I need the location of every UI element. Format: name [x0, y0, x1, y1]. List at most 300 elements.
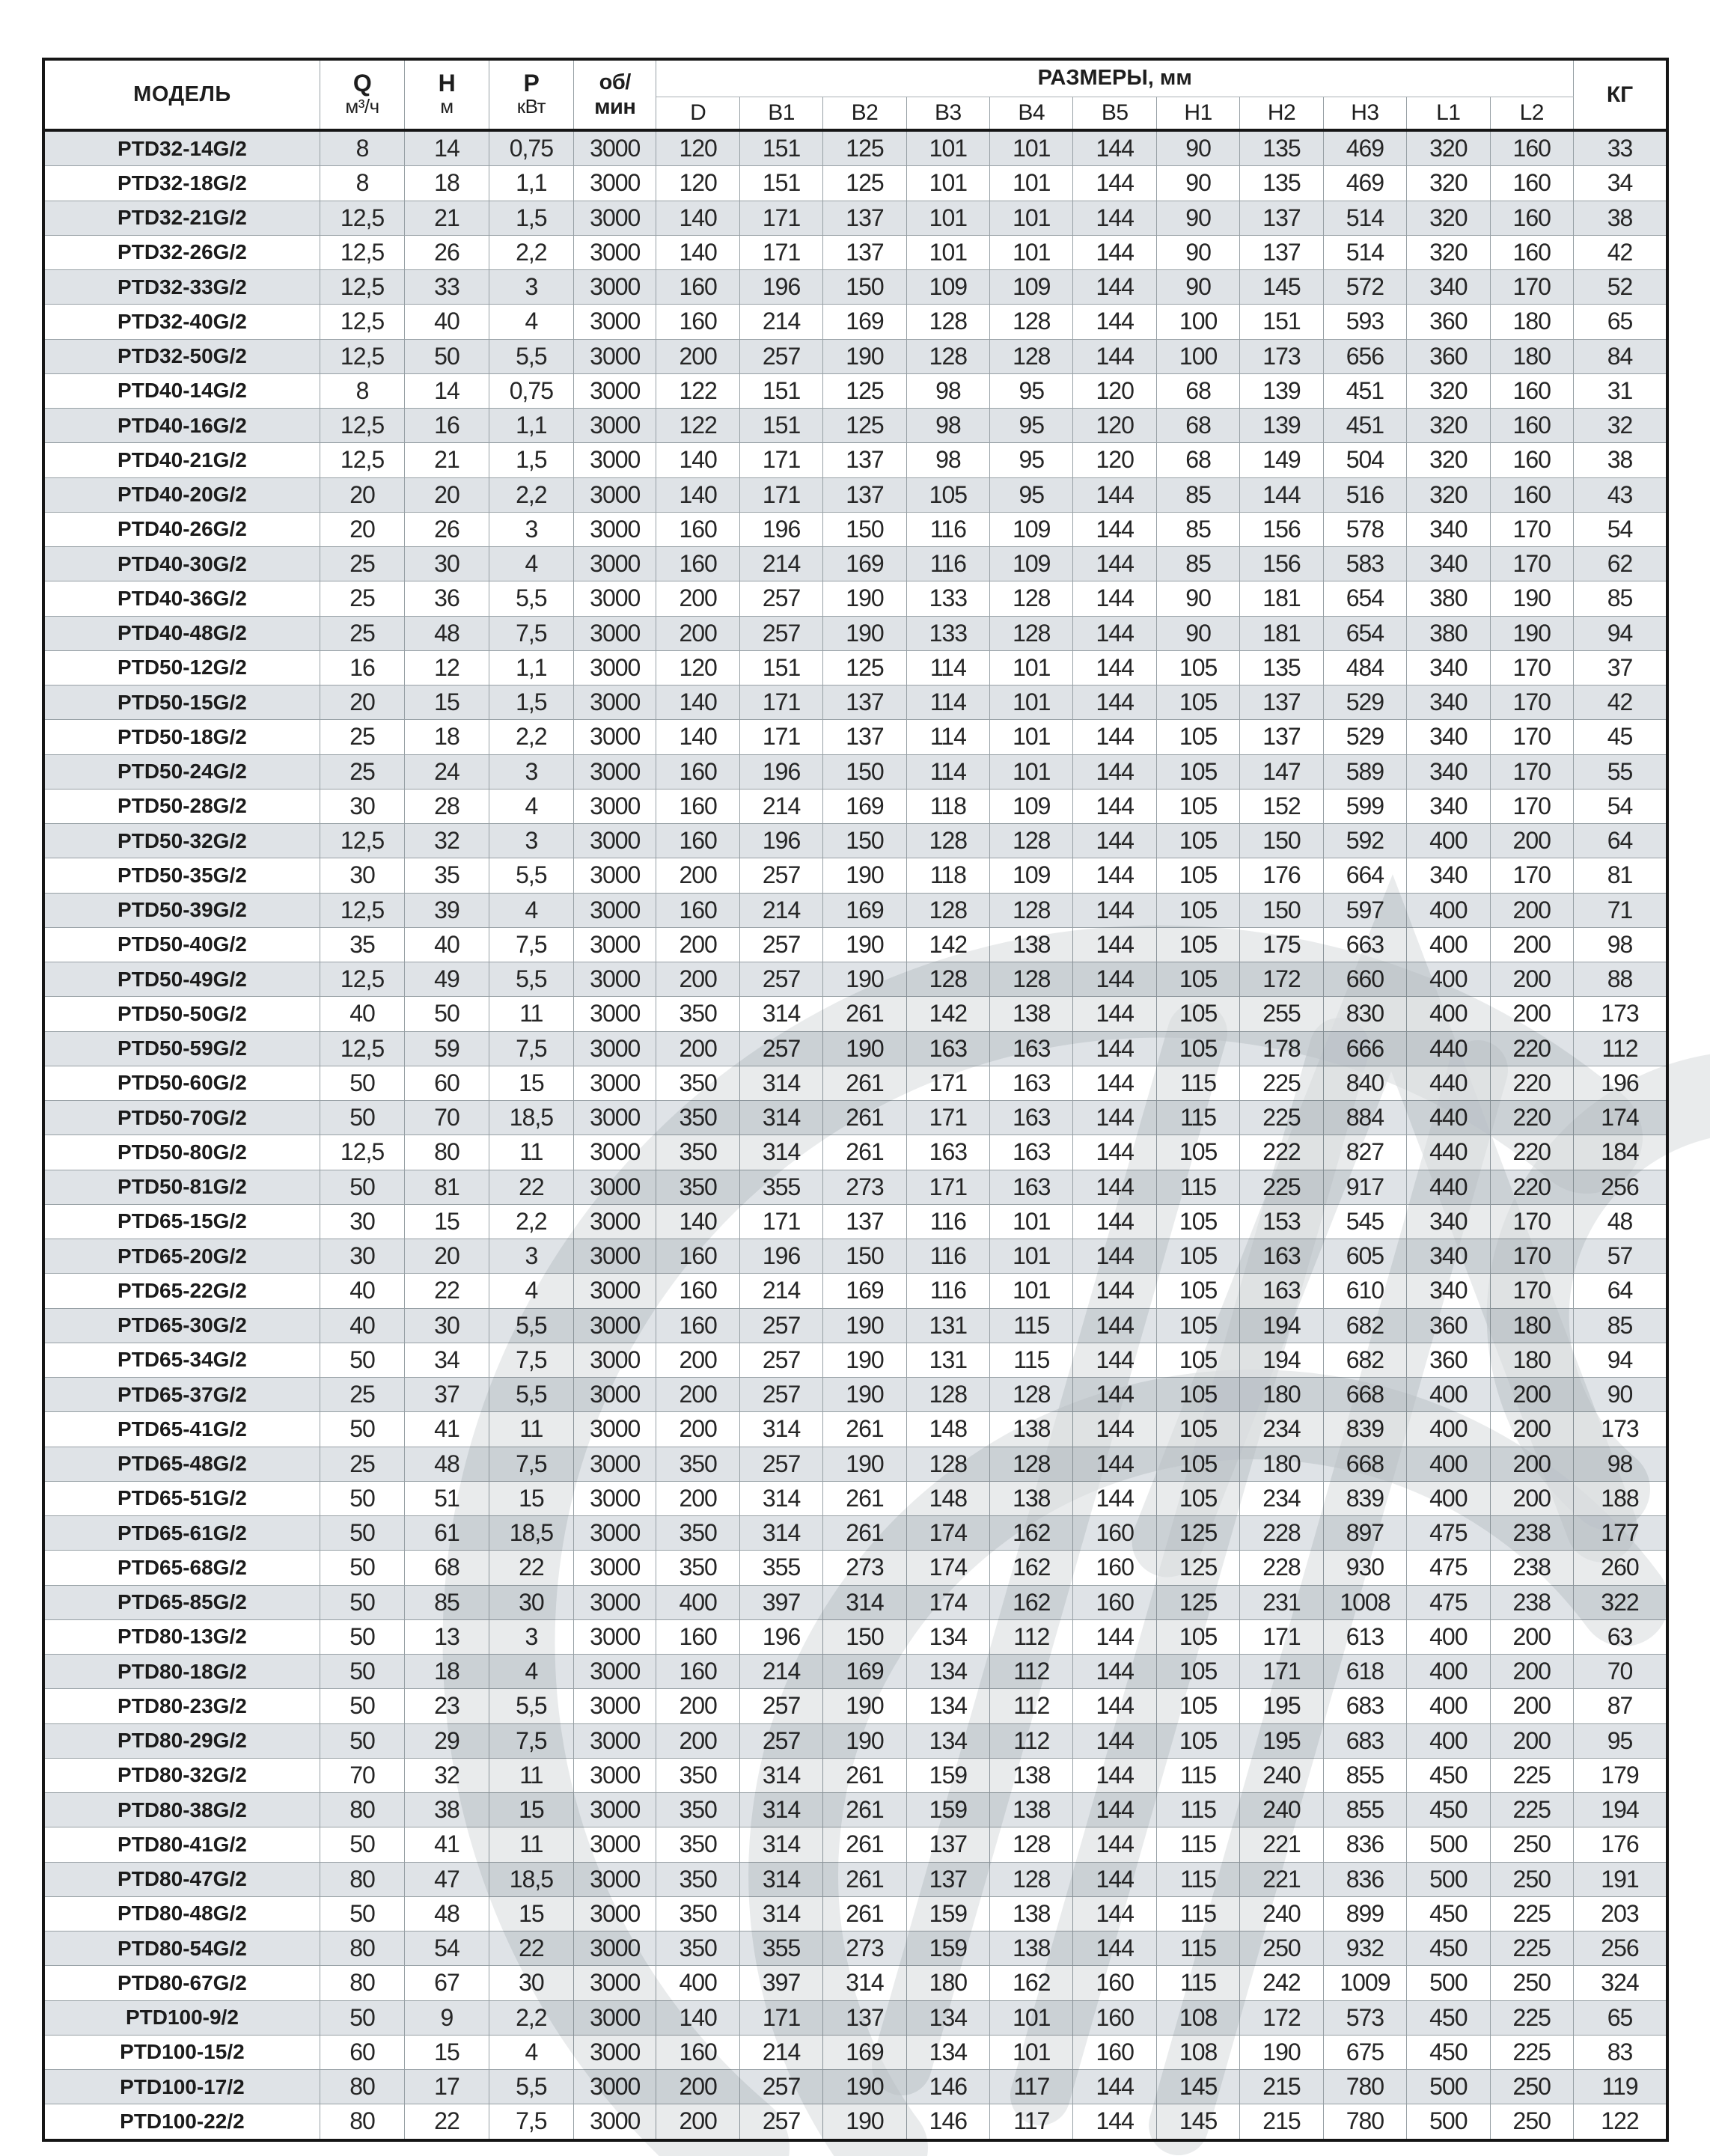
value-cell: 3000 — [574, 1862, 656, 1896]
value-cell: 340 — [1407, 270, 1490, 305]
value-cell: 145 — [1156, 2070, 1239, 2104]
value-cell: 4 — [489, 789, 573, 823]
value-cell: 400 — [656, 1966, 739, 2000]
value-cell: 221 — [1240, 1862, 1323, 1896]
value-cell: 95 — [990, 409, 1073, 443]
value-cell: 144 — [1073, 650, 1156, 685]
value-cell: 38 — [1573, 201, 1667, 235]
value-cell: 200 — [1490, 1619, 1573, 1654]
value-cell: 64 — [1573, 824, 1667, 858]
value-cell: 135 — [1240, 166, 1323, 201]
value-cell: 128 — [990, 339, 1073, 373]
value-cell: 181 — [1240, 581, 1323, 616]
value-cell: 160 — [656, 754, 739, 789]
value-cell: 68 — [1156, 373, 1239, 408]
table-row — [43, 650, 1667, 685]
value-cell: 33 — [1573, 130, 1667, 166]
table-row — [43, 720, 1667, 754]
value-cell: 30 — [489, 1585, 573, 1619]
value-cell: 3000 — [574, 720, 656, 754]
value-cell: 118 — [906, 789, 989, 823]
value-cell: 140 — [656, 2000, 739, 2035]
value-cell: 200 — [656, 1689, 739, 1723]
value-cell: 3000 — [574, 824, 656, 858]
value-cell: 137 — [1240, 720, 1323, 754]
value-cell: 5,5 — [489, 962, 573, 997]
value-cell: 360 — [1407, 339, 1490, 373]
table-body — [43, 130, 1667, 2140]
model-cell: PTD50-81G/2 — [43, 1170, 320, 1204]
value-cell: 149 — [1240, 443, 1323, 477]
value-cell: 529 — [1323, 685, 1406, 720]
value-cell: 3 — [489, 754, 573, 789]
value-cell: 35 — [405, 858, 489, 893]
value-cell: 257 — [739, 1723, 822, 1758]
value-cell: 25 — [320, 581, 404, 616]
value-cell: 144 — [1073, 1101, 1156, 1135]
value-cell: 71 — [1573, 893, 1667, 927]
dim-column-header: B4 — [990, 97, 1073, 130]
value-cell: 81 — [1573, 858, 1667, 893]
value-cell: 139 — [1240, 373, 1323, 408]
value-cell: 469 — [1323, 166, 1406, 201]
value-cell: 663 — [1323, 927, 1406, 962]
value-cell: 400 — [1407, 927, 1490, 962]
value-cell: 257 — [739, 339, 822, 373]
value-cell: 134 — [906, 1655, 989, 1689]
value-cell: 105 — [1156, 1689, 1239, 1723]
value-cell: 101 — [990, 201, 1073, 235]
value-cell: 115 — [1156, 1758, 1239, 1792]
value-cell: 105 — [1156, 1412, 1239, 1447]
value-cell: 125 — [823, 166, 906, 201]
value-cell: 682 — [1323, 1343, 1406, 1377]
value-cell: 138 — [990, 1931, 1073, 1966]
value-cell: 171 — [906, 1101, 989, 1135]
value-cell: 314 — [823, 1966, 906, 2000]
value-cell: 128 — [990, 962, 1073, 997]
value-cell: 238 — [1490, 1551, 1573, 1585]
value-cell: 15 — [489, 1793, 573, 1827]
table-row — [43, 409, 1667, 443]
value-cell: 117 — [990, 2104, 1073, 2140]
value-cell: 320 — [1407, 166, 1490, 201]
value-cell: 40 — [405, 927, 489, 962]
value-cell: 144 — [1073, 235, 1156, 269]
value-cell: 101 — [990, 1274, 1073, 1308]
value-cell: 2,2 — [489, 235, 573, 269]
value-cell: 125 — [1156, 1516, 1239, 1551]
value-cell: 105 — [906, 477, 989, 512]
value-cell: 43 — [1573, 477, 1667, 512]
value-cell: 200 — [1490, 1378, 1573, 1412]
value-cell: 70 — [1573, 1655, 1667, 1689]
value-cell: 32 — [1573, 409, 1667, 443]
value-cell: 174 — [1573, 1101, 1667, 1135]
value-cell: 261 — [823, 1516, 906, 1551]
value-cell: 36 — [405, 581, 489, 616]
value-cell: 150 — [823, 270, 906, 305]
value-cell: 120 — [656, 130, 739, 166]
value-cell: 656 — [1323, 339, 1406, 373]
value-cell: 3000 — [574, 754, 656, 789]
table-row — [43, 1101, 1667, 1135]
value-cell: 151 — [739, 373, 822, 408]
value-cell: 200 — [656, 339, 739, 373]
model-cell: PTD65-51G/2 — [43, 1481, 320, 1515]
value-cell: 138 — [990, 1412, 1073, 1447]
value-cell: 150 — [823, 824, 906, 858]
value-cell: 190 — [823, 858, 906, 893]
dim-column-header: B3 — [906, 97, 989, 130]
value-cell: 12,5 — [320, 962, 404, 997]
value-cell: 34 — [405, 1343, 489, 1377]
value-cell: 261 — [823, 997, 906, 1031]
value-cell: 340 — [1407, 512, 1490, 546]
value-cell: 101 — [990, 130, 1073, 166]
value-cell: 3000 — [574, 997, 656, 1031]
value-cell: 84 — [1573, 339, 1667, 373]
value-cell: 15 — [405, 2035, 489, 2069]
value-cell: 70 — [405, 1101, 489, 1135]
value-cell: 162 — [990, 1585, 1073, 1619]
value-cell: 142 — [906, 927, 989, 962]
value-cell: 116 — [906, 1274, 989, 1308]
value-cell: 172 — [1240, 2000, 1323, 2035]
table-row — [43, 824, 1667, 858]
value-cell: 62 — [1573, 547, 1667, 581]
value-cell: 115 — [1156, 1966, 1239, 2000]
table-row — [43, 962, 1667, 997]
value-cell: 18,5 — [489, 1862, 573, 1896]
value-cell: 261 — [823, 1481, 906, 1515]
flow-unit: м³/ч — [345, 95, 379, 118]
value-cell: 11 — [489, 1827, 573, 1862]
value-cell: 174 — [906, 1551, 989, 1585]
value-cell: 150 — [823, 754, 906, 789]
value-cell: 400 — [1407, 1378, 1490, 1412]
table-row — [43, 1655, 1667, 1689]
value-cell: 134 — [906, 2000, 989, 2035]
value-cell: 516 — [1323, 477, 1406, 512]
value-cell: 583 — [1323, 547, 1406, 581]
value-cell: 163 — [1240, 1239, 1323, 1274]
value-cell: 22 — [489, 1170, 573, 1204]
value-cell: 664 — [1323, 858, 1406, 893]
value-cell: 80 — [320, 1931, 404, 1966]
value-cell: 1,1 — [489, 409, 573, 443]
value-cell: 60 — [320, 2035, 404, 2069]
value-cell: 144 — [1073, 1827, 1156, 1862]
value-cell: 5,5 — [489, 1689, 573, 1723]
value-cell: 314 — [739, 1896, 822, 1931]
value-cell: 105 — [1156, 858, 1239, 893]
value-cell: 105 — [1156, 685, 1239, 720]
value-cell: 28 — [405, 789, 489, 823]
value-cell: 51 — [405, 1481, 489, 1515]
value-cell: 160 — [656, 893, 739, 927]
value-cell: 118 — [906, 858, 989, 893]
value-cell: 1,5 — [489, 685, 573, 720]
value-cell: 400 — [1407, 824, 1490, 858]
table-row — [43, 685, 1667, 720]
value-cell: 160 — [656, 1239, 739, 1274]
value-cell: 128 — [990, 581, 1073, 616]
value-cell: 5,5 — [489, 581, 573, 616]
value-cell: 173 — [1573, 1412, 1667, 1447]
value-cell: 144 — [1073, 1481, 1156, 1515]
value-cell: 932 — [1323, 1931, 1406, 1966]
value-cell: 340 — [1407, 1274, 1490, 1308]
value-cell: 469 — [1323, 130, 1406, 166]
model-cell: PTD100-9/2 — [43, 2000, 320, 2035]
value-cell: 225 — [1490, 2035, 1573, 2069]
value-cell: 81 — [405, 1170, 489, 1204]
value-cell: 105 — [1156, 1343, 1239, 1377]
value-cell: 340 — [1407, 547, 1490, 581]
value-cell: 80 — [405, 1135, 489, 1170]
value-cell: 94 — [1573, 616, 1667, 650]
value-cell: 80 — [320, 2104, 404, 2140]
value-cell: 897 — [1323, 1516, 1406, 1551]
model-cell: PTD32-18G/2 — [43, 166, 320, 201]
value-cell: 24 — [405, 754, 489, 789]
value-cell: 917 — [1323, 1170, 1406, 1204]
value-cell: 899 — [1323, 1896, 1406, 1931]
value-cell: 170 — [1490, 270, 1573, 305]
value-cell: 261 — [823, 1066, 906, 1100]
power-label: Р — [523, 69, 540, 97]
value-cell: 350 — [656, 1447, 739, 1481]
value-cell: 144 — [1073, 1655, 1156, 1689]
value-cell: 125 — [823, 373, 906, 408]
value-cell: 144 — [1073, 962, 1156, 997]
value-cell: 95 — [990, 477, 1073, 512]
value-cell: 350 — [656, 1862, 739, 1896]
model-cell: PTD65-68G/2 — [43, 1551, 320, 1585]
value-cell: 144 — [1073, 581, 1156, 616]
value-cell: 105 — [1156, 754, 1239, 789]
value-cell: 200 — [1490, 824, 1573, 858]
value-cell: 68 — [1156, 409, 1239, 443]
model-cell: PTD100-17/2 — [43, 2070, 320, 2104]
value-cell: 3000 — [574, 201, 656, 235]
value-cell: 171 — [739, 235, 822, 269]
value-cell: 340 — [1407, 858, 1490, 893]
value-cell: 350 — [656, 1101, 739, 1135]
model-cell: PTD80-13G/2 — [43, 1619, 320, 1654]
value-cell: 55 — [1573, 754, 1667, 789]
value-cell: 360 — [1407, 305, 1490, 339]
value-cell: 178 — [1240, 1031, 1323, 1066]
table-header — [43, 59, 1667, 130]
value-cell: 140 — [656, 477, 739, 512]
value-cell: 140 — [656, 235, 739, 269]
value-cell: 3000 — [574, 1308, 656, 1343]
value-cell: 190 — [823, 1447, 906, 1481]
value-cell: 3000 — [574, 270, 656, 305]
value-cell: 176 — [1240, 858, 1323, 893]
value-cell: 440 — [1407, 1066, 1490, 1100]
value-cell: 65 — [1573, 2000, 1667, 2035]
value-cell: 180 — [1240, 1378, 1323, 1412]
model-cell: PTD50-70G/2 — [43, 1101, 320, 1135]
value-cell: 169 — [823, 1655, 906, 1689]
value-cell: 160 — [1073, 1585, 1156, 1619]
value-cell: 162 — [990, 1966, 1073, 2000]
value-cell: 572 — [1323, 270, 1406, 305]
value-cell: 827 — [1323, 1135, 1406, 1170]
value-cell: 3000 — [574, 1655, 656, 1689]
value-cell: 150 — [823, 1239, 906, 1274]
value-cell: 148 — [906, 1481, 989, 1515]
value-cell: 179 — [1573, 1758, 1667, 1792]
value-cell: 190 — [823, 1689, 906, 1723]
value-cell: 125 — [1156, 1551, 1239, 1585]
value-cell: 15 — [405, 1204, 489, 1239]
value-cell: 320 — [1407, 409, 1490, 443]
value-cell: 350 — [656, 1896, 739, 1931]
value-cell: 397 — [739, 1966, 822, 2000]
value-cell: 884 — [1323, 1101, 1406, 1135]
value-cell: 39 — [405, 893, 489, 927]
value-cell: 400 — [1407, 1723, 1490, 1758]
model-cell: PTD80-47G/2 — [43, 1862, 320, 1896]
value-cell: 340 — [1407, 789, 1490, 823]
value-cell: 1,5 — [489, 443, 573, 477]
value-cell: 7,5 — [489, 616, 573, 650]
model-cell: PTD32-21G/2 — [43, 201, 320, 235]
value-cell: 214 — [739, 547, 822, 581]
value-cell: 190 — [1490, 616, 1573, 650]
value-cell: 170 — [1490, 789, 1573, 823]
value-cell: 144 — [1073, 1066, 1156, 1100]
value-cell: 144 — [1073, 339, 1156, 373]
value-cell: 144 — [1073, 166, 1156, 201]
value-cell: 18,5 — [489, 1101, 573, 1135]
value-cell: 500 — [1407, 1862, 1490, 1896]
value-cell: 190 — [823, 1308, 906, 1343]
value-cell: 37 — [405, 1378, 489, 1412]
value-cell: 20 — [405, 477, 489, 512]
value-cell: 3000 — [574, 339, 656, 373]
value-cell: 144 — [1073, 1274, 1156, 1308]
model-cell: PTD40-21G/2 — [43, 443, 320, 477]
value-cell: 105 — [1156, 893, 1239, 927]
value-cell: 257 — [739, 962, 822, 997]
value-cell: 109 — [990, 789, 1073, 823]
value-cell: 8 — [320, 130, 404, 166]
model-cell: PTD65-22G/2 — [43, 1274, 320, 1308]
value-cell: 683 — [1323, 1723, 1406, 1758]
value-cell: 137 — [823, 720, 906, 754]
value-cell: 150 — [823, 512, 906, 546]
value-cell: 101 — [990, 2035, 1073, 2069]
value-cell: 137 — [823, 443, 906, 477]
value-cell: 14 — [405, 130, 489, 166]
value-cell: 50 — [320, 2000, 404, 2035]
value-cell: 146 — [906, 2104, 989, 2140]
table-row — [43, 166, 1667, 201]
value-cell: 160 — [1073, 2035, 1156, 2069]
value-cell: 589 — [1323, 754, 1406, 789]
value-cell: 140 — [656, 720, 739, 754]
value-cell: 190 — [823, 927, 906, 962]
value-cell: 170 — [1490, 1274, 1573, 1308]
model-cell: PTD50-15G/2 — [43, 685, 320, 720]
value-cell: 137 — [823, 1204, 906, 1239]
value-cell: 599 — [1323, 789, 1406, 823]
value-cell: 215 — [1240, 2104, 1323, 2140]
value-cell: 9 — [405, 2000, 489, 2035]
value-cell: 115 — [1156, 1827, 1239, 1862]
value-cell: 90 — [1156, 235, 1239, 269]
value-cell: 194 — [1240, 1343, 1323, 1377]
value-cell: 115 — [1156, 1862, 1239, 1896]
model-cell: PTD65-15G/2 — [43, 1204, 320, 1239]
value-cell: 200 — [656, 2070, 739, 2104]
value-cell: 618 — [1323, 1655, 1406, 1689]
table-row — [43, 1758, 1667, 1792]
model-cell: PTD80-48G/2 — [43, 1896, 320, 1931]
value-cell: 57 — [1573, 1239, 1667, 1274]
value-cell: 144 — [1073, 789, 1156, 823]
value-cell: 151 — [1240, 305, 1323, 339]
value-cell: 150 — [1240, 824, 1323, 858]
value-cell: 242 — [1240, 1966, 1323, 2000]
value-cell: 840 — [1323, 1066, 1406, 1100]
value-cell: 180 — [906, 1966, 989, 2000]
value-cell: 95 — [1573, 1723, 1667, 1758]
value-cell: 839 — [1323, 1481, 1406, 1515]
value-cell: 144 — [1073, 305, 1156, 339]
value-cell: 160 — [656, 1619, 739, 1654]
value-cell: 101 — [906, 166, 989, 201]
value-cell: 256 — [1573, 1170, 1667, 1204]
value-cell: 116 — [906, 512, 989, 546]
value-cell: 1009 — [1323, 1966, 1406, 2000]
value-cell: 400 — [1407, 962, 1490, 997]
value-cell: 225 — [1490, 2000, 1573, 2035]
value-cell: 105 — [1156, 962, 1239, 997]
value-cell: 115 — [990, 1308, 1073, 1343]
value-cell: 220 — [1490, 1031, 1573, 1066]
value-cell: 160 — [656, 1274, 739, 1308]
value-cell: 255 — [1240, 997, 1323, 1031]
value-cell: 3000 — [574, 1412, 656, 1447]
model-cell: PTD50-28G/2 — [43, 789, 320, 823]
value-cell: 109 — [990, 270, 1073, 305]
value-cell: 0,75 — [489, 373, 573, 408]
value-cell: 145 — [1156, 2104, 1239, 2140]
value-cell: 314 — [739, 1066, 822, 1100]
value-cell: 137 — [906, 1862, 989, 1896]
value-cell: 322 — [1573, 1585, 1667, 1619]
value-cell: 105 — [1156, 1274, 1239, 1308]
value-cell: 34 — [1573, 166, 1667, 201]
value-cell: 273 — [823, 1551, 906, 1585]
table-row — [43, 443, 1667, 477]
value-cell: 257 — [739, 858, 822, 893]
value-cell: 160 — [656, 2035, 739, 2069]
value-cell: 261 — [823, 1827, 906, 1862]
value-cell: 156 — [1240, 512, 1323, 546]
value-cell: 21 — [405, 443, 489, 477]
value-cell: 105 — [1156, 1723, 1239, 1758]
value-cell: 85 — [1156, 477, 1239, 512]
value-cell: 29 — [405, 1723, 489, 1758]
value-cell: 120 — [1073, 373, 1156, 408]
